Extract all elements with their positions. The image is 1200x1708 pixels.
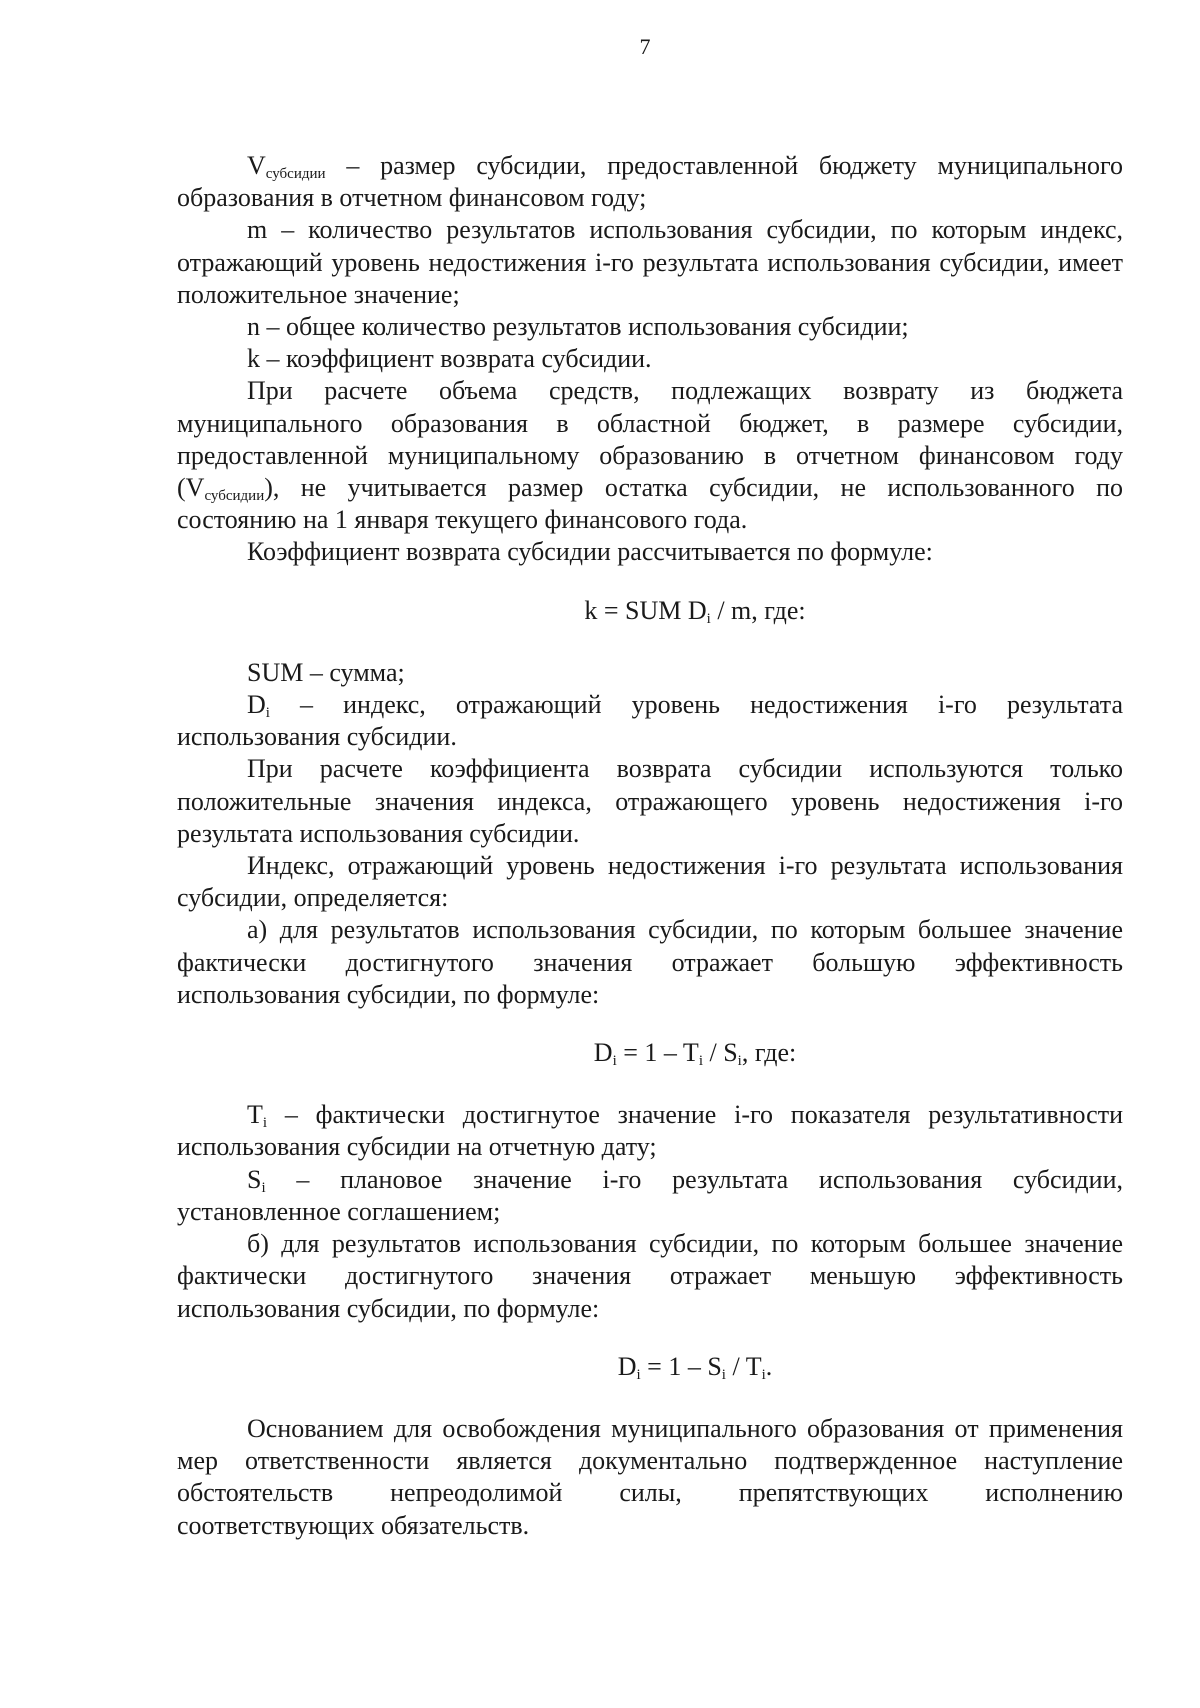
definition-sum: SUM – сумма; — [247, 657, 405, 687]
paragraph-case-b: б) для результатов использования субсидии, по которым большее значение фактически достигнутого значения отражает меньшую эффективность использования субсидии, по формуле: — [177, 1229, 1123, 1323]
definition-k: k – коэффициент возврата субсидии. — [247, 344, 652, 374]
definition-v-subsidy: $V_{субсидии}$ – размер субсидии, предоставленной бюджету муниципального образования в отчетном финансовом году; — [177, 151, 1123, 213]
paragraph-index-defined: Индекс, отражающий уровень недостижения i-го результата использования субсидии, определяется: — [177, 851, 1123, 913]
paragraph-positive-values: При расчете коэффициента возврата субсидии используются только положительные значения индекса, отражающего уровень недостижения i-го результата использования субсидии. — [177, 754, 1123, 848]
paragraph-case-a: а) для результатов использования субсидии, по которым большее значение фактически достигнутого значения отражает большую эффективность использования субсидии, по формуле: — [177, 915, 1123, 1009]
definition-m: m – количество результатов использования субсидии, по которым индекс, отражающий уровень недостижения i-го результата использования субсидии, имеет положительное значение; — [177, 215, 1123, 309]
formula-d-b: $D_i = 1 - S_i / T_i$. — [617, 1351, 773, 1383]
formula-k: k = SUM $D_i$ / m, где: — [584, 595, 806, 627]
definition-n: n – общее количество результатов использования субсидии; — [247, 312, 909, 342]
definition-d: $D_i$ – индекс, отражающий уровень недостижения i-го результата использования субсидии. — [177, 690, 1123, 752]
page-number: 7 — [639, 34, 651, 59]
document-body — [177, 150, 1123, 1542]
paragraph-force-majeure: Основанием для освобождения муниципального образования от применения мер ответственности является документально подтвержденное наступление обстоятельств непреодолимой силы, препятствующих исполнению соответствующих обязательств. — [177, 1413, 1123, 1540]
definition-t: $T_i$ – фактически достигнутое значение i-го показателя результативности использования субсидии на отчетную дату; — [177, 1100, 1123, 1162]
paragraph-coefficient-intro: Коэффициент возврата субсидии рассчитывается по формуле: — [247, 537, 933, 567]
formula-d-a: $D_i = 1 - T_i / S_i$, где: — [593, 1038, 797, 1070]
paragraph-calculation-note: При расчете объема средств, подлежащих возврату из бюджета муниципального образования в областной бюджет, в размере субсидии, предоставленной муниципальному образованию в отчетном финансовом году $(V_{субсидии})$, не учитывается размер остатка субсидии, не использованного по состоянию на 1 января текущего финансового года. — [177, 376, 1123, 535]
definition-s: $S_i$ – плановое значение i-го результата использования субсидии, установленное соглашением; — [177, 1164, 1123, 1226]
